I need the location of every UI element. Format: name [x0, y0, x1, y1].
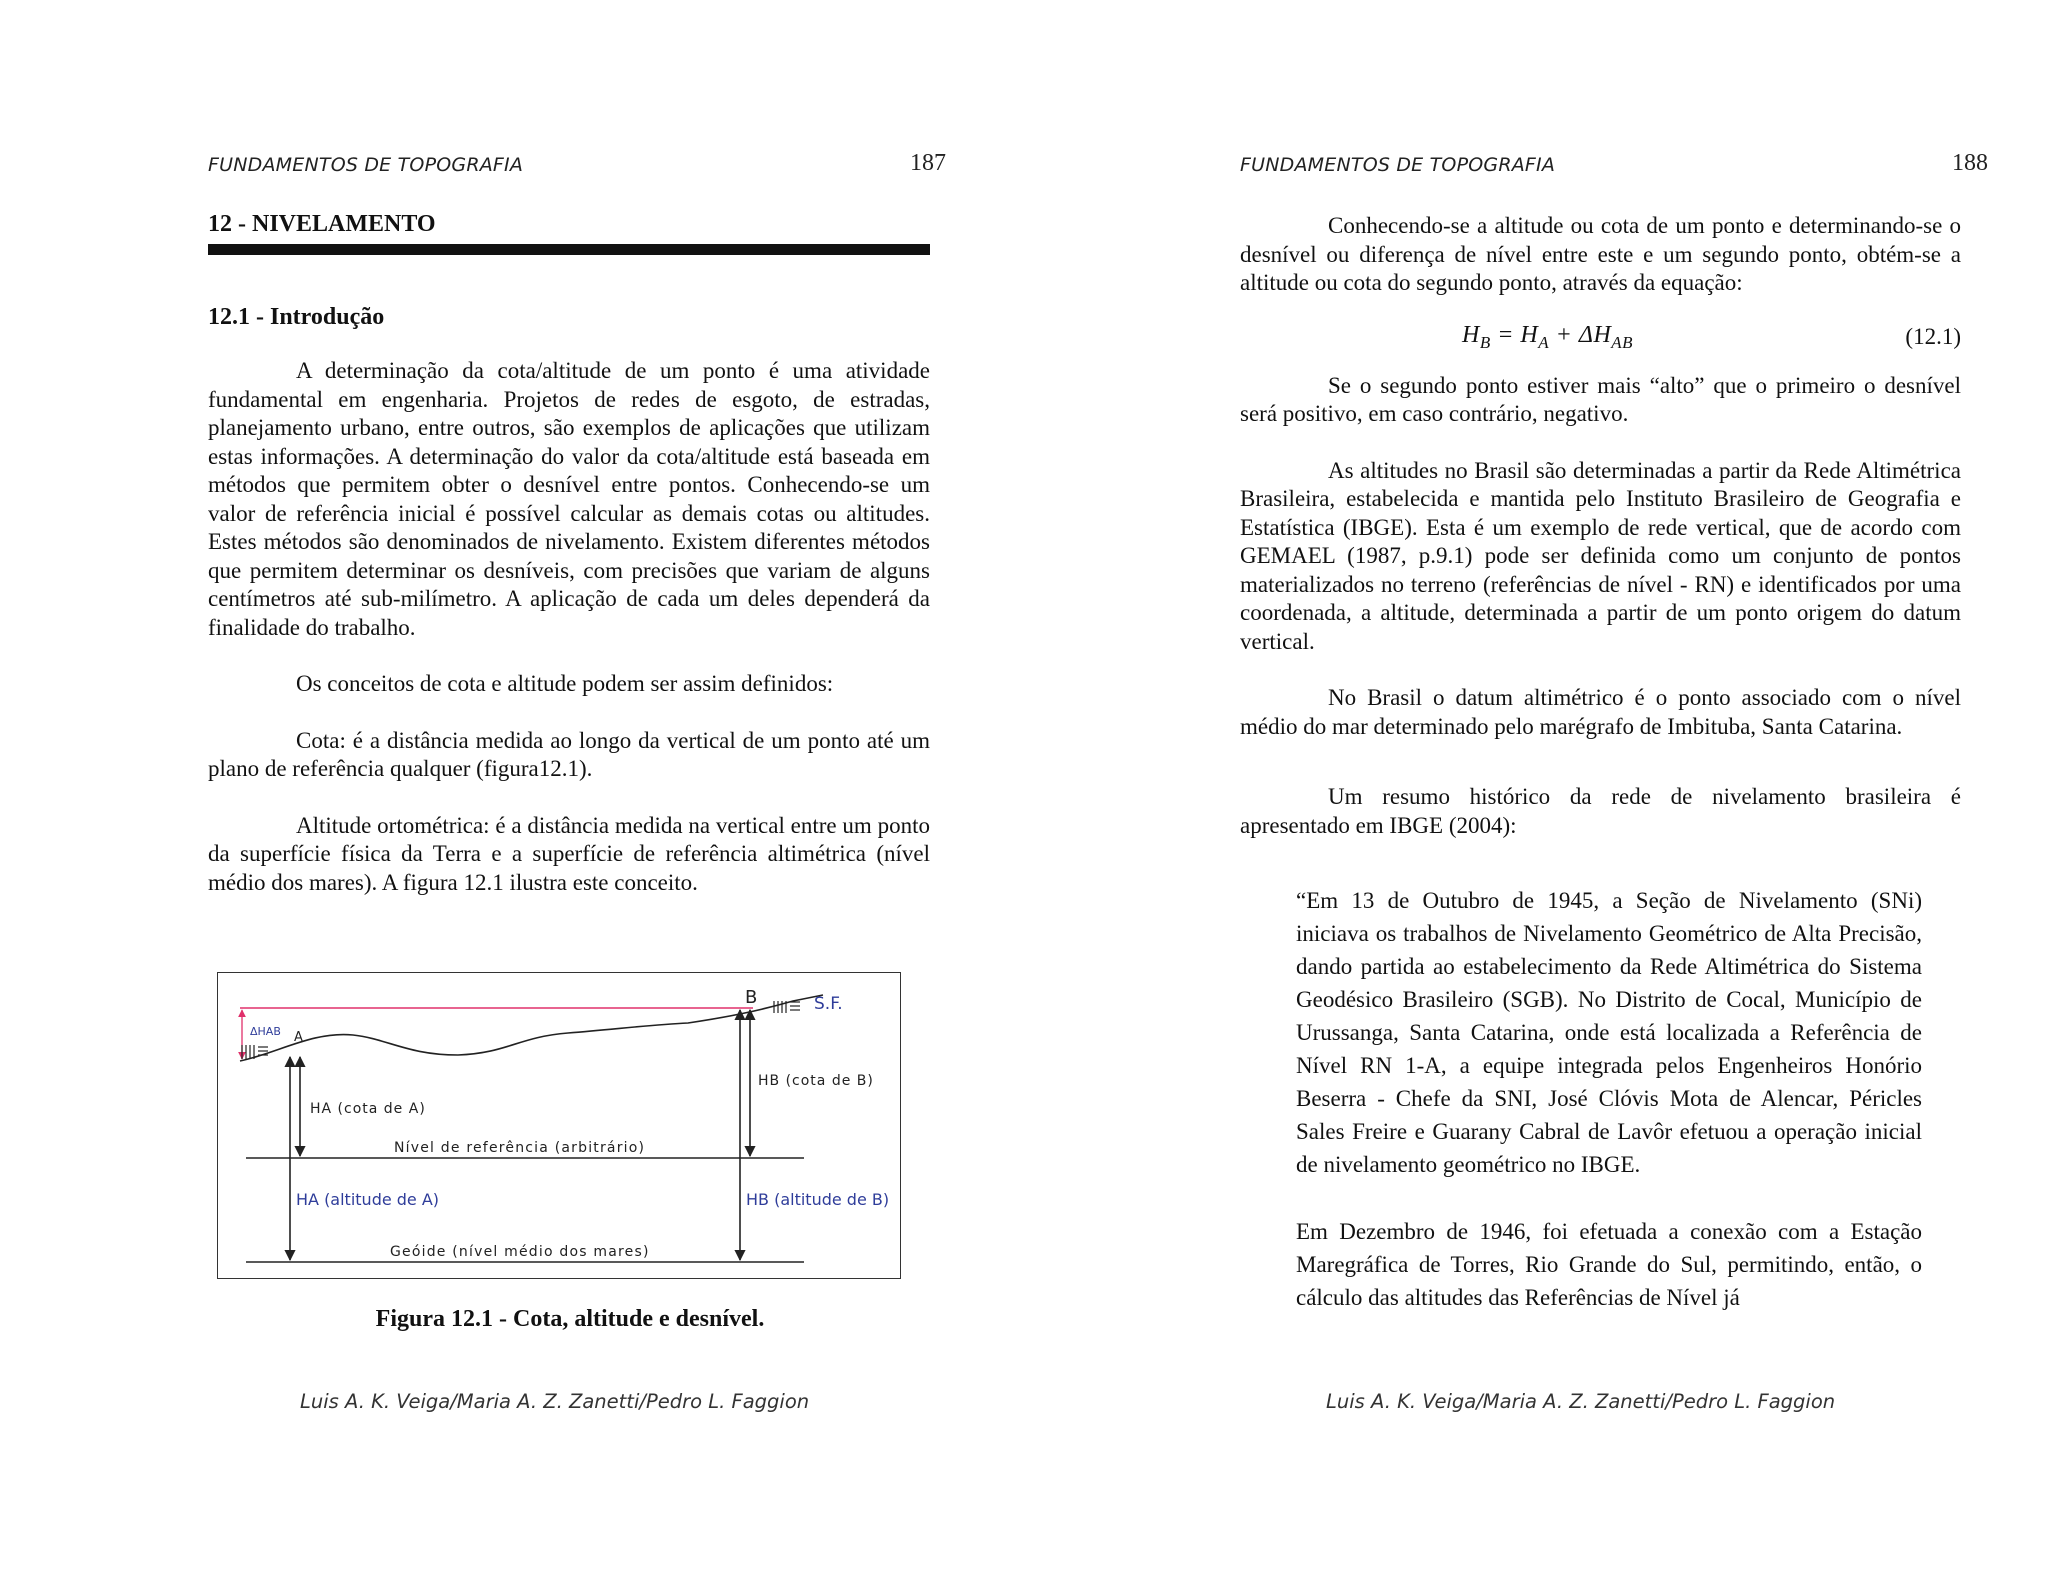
chapter-title: 12 - NIVELAMENTO — [208, 211, 436, 237]
quote-paragraph: “Em 13 de Outubro de 1945, a Seção de Nivelamento (SNi) iniciava os trabalhos de Nivelamento Geométrico de Alta Precisão, dando partida ao estabelecimento da Rede Altimétrica do Sistema Geodésico Brasileiro (SGB). No Distrito de Cocal, Município de Urussanga, Santa Catarina, onde está localizada a Referência de Nível RN 1-A, a equipe integrada pelos Engenheiros Honório Beserra - Chefe da SNI, José Clóvis Mota de Alencar, Péricles Sales Freire e Guarany Cabral de Lavôr efetuou a operação inicial de nivelamento geométrico no IBGE. — [1296, 888, 1922, 1177]
point-a-label: A — [294, 1030, 303, 1045]
footer-authors: Luis A. K. Veiga/Maria A. Z. Zanetti/Pedro L. Faggion — [1326, 1390, 1836, 1413]
paragraph: A determinação da cota/altitude de um ponto é uma atividade fundamental em engenharia. Projetos de redes de esgoto, de estradas, planejamento urbano, entre outros, são exemplos de aplicações que utilizam estas informações. A determinação do valor da cota/altitude está baseada em métodos que permitem obter o desnível entre pontos. Conhecendo-se um valor de referência inicial é possível calcular as demais cotas ou altitudes. Estes métodos são denominados de nivelamento. Existem diferentes métodos que permitem determinar os desníveis, com precisões que variam de alguns centímetros até sub-milímetro. A aplicação de cada um deles dependerá da finalidade do trabalho. — [208, 358, 930, 640]
historical-quote — [1296, 884, 1922, 1314]
running-head: FUNDAMENTOS DE TOPOGRAFIA — [1240, 154, 1556, 176]
quote-paragraph: Em Dezembro de 1946, foi efetuada a conexão com a Estação Maregráfica de Torres, Rio Grande do Sul, permitindo, então, o cálculo das altitudes das Referências de Nível já — [1296, 1219, 1922, 1310]
altitude-a-label: HA (altitude de A) — [296, 1190, 440, 1209]
paragraph: Conhecendo-se a altitude ou cota de um ponto e determinando-se o desnível ou diferença de nível entre este e um segundo ponto, obtém-se a altitude ou cota do segundo ponto, através da equação: — [1240, 213, 1961, 295]
point-b-label: B — [745, 987, 758, 1008]
chapter-rule — [208, 244, 930, 255]
right-text-column — [1240, 212, 1961, 840]
paragraph: Um resumo histórico da rede de nivelamento brasileira é apresentado em IBGE (2004): — [1240, 784, 1961, 838]
page-number: 188 — [1952, 150, 1988, 176]
paragraph: Cota: é a distância medida ao longo da vertical de um ponto até um plano de referência qualquer (figura12.1). — [208, 727, 930, 781]
altitude-b-label: HB (altitude de B) — [746, 1190, 890, 1209]
section-title: 12.1 - Introdução — [208, 304, 385, 330]
equation-12-1 — [1240, 320, 1961, 356]
figure-12-1 — [217, 972, 901, 1279]
cota-b-label: HB (cota de B) — [758, 1073, 874, 1089]
surface-label: S.F. — [814, 994, 843, 1014]
right-page — [1024, 0, 2048, 1582]
paragraph: As altitudes no Brasil são determinadas a partir da Rede Altimétrica Brasileira, estabelecida e mantida pelo Instituto Brasileiro de Geografia e Estatística (IBGE). Esta é um exemplo de rede vertical, que de acordo com GEMAEL (1987, p.9.1) pode ser definida como um conjunto de pontos materializados no terreno (referências de nível - RN) e identificados por uma coordenada, a altitude, determinada a partir de um ponto origem do datum vertical. — [1240, 457, 1961, 654]
equation-body: $H_B = H_A + \Delta H_{AB}$ — [1462, 321, 1634, 352]
left-text-column — [208, 210, 930, 897]
equation-number: (12.1) — [1905, 323, 1961, 349]
reference-level-label: Nível de referência (arbitrário) — [394, 1140, 646, 1156]
cota-a-label: HA (cota de A) — [310, 1101, 426, 1117]
paragraph: Altitude ortométrica: é a distância medida na vertical entre um ponto da superfície física da Terra e a superfície de referência altimétrica (nível médio dos mares). A figura 12.1 ilustra este conceito. — [208, 812, 930, 895]
running-head: FUNDAMENTOS DE TOPOGRAFIA — [208, 154, 524, 176]
delta-h-label: ΔHAB — [250, 1025, 281, 1038]
figure-diagram — [218, 973, 900, 1278]
page-number: 187 — [910, 150, 946, 176]
footer-authors: Luis A. K. Veiga/Maria A. Z. Zanetti/Pedro L. Faggion — [300, 1390, 810, 1413]
paragraph: No Brasil o datum altimétrico é o ponto associado com o nível médio do mar determinado pelo marégrafo de Imbituba, Santa Catarina. — [1240, 685, 1961, 739]
paragraph: Os conceitos de cota e altitude podem ser assim definidos: — [296, 671, 834, 696]
paragraph: Se o segundo ponto estiver mais “alto” que o primeiro o desnível será positivo, em caso contrário, negativo. — [1240, 372, 1961, 426]
terrain-surface — [240, 995, 823, 1061]
figure-caption: Figura 12.1 - Cota, altitude e desnível. — [375, 1306, 765, 1332]
geoid-label: Geóide (nível médio dos mares) — [390, 1244, 650, 1260]
